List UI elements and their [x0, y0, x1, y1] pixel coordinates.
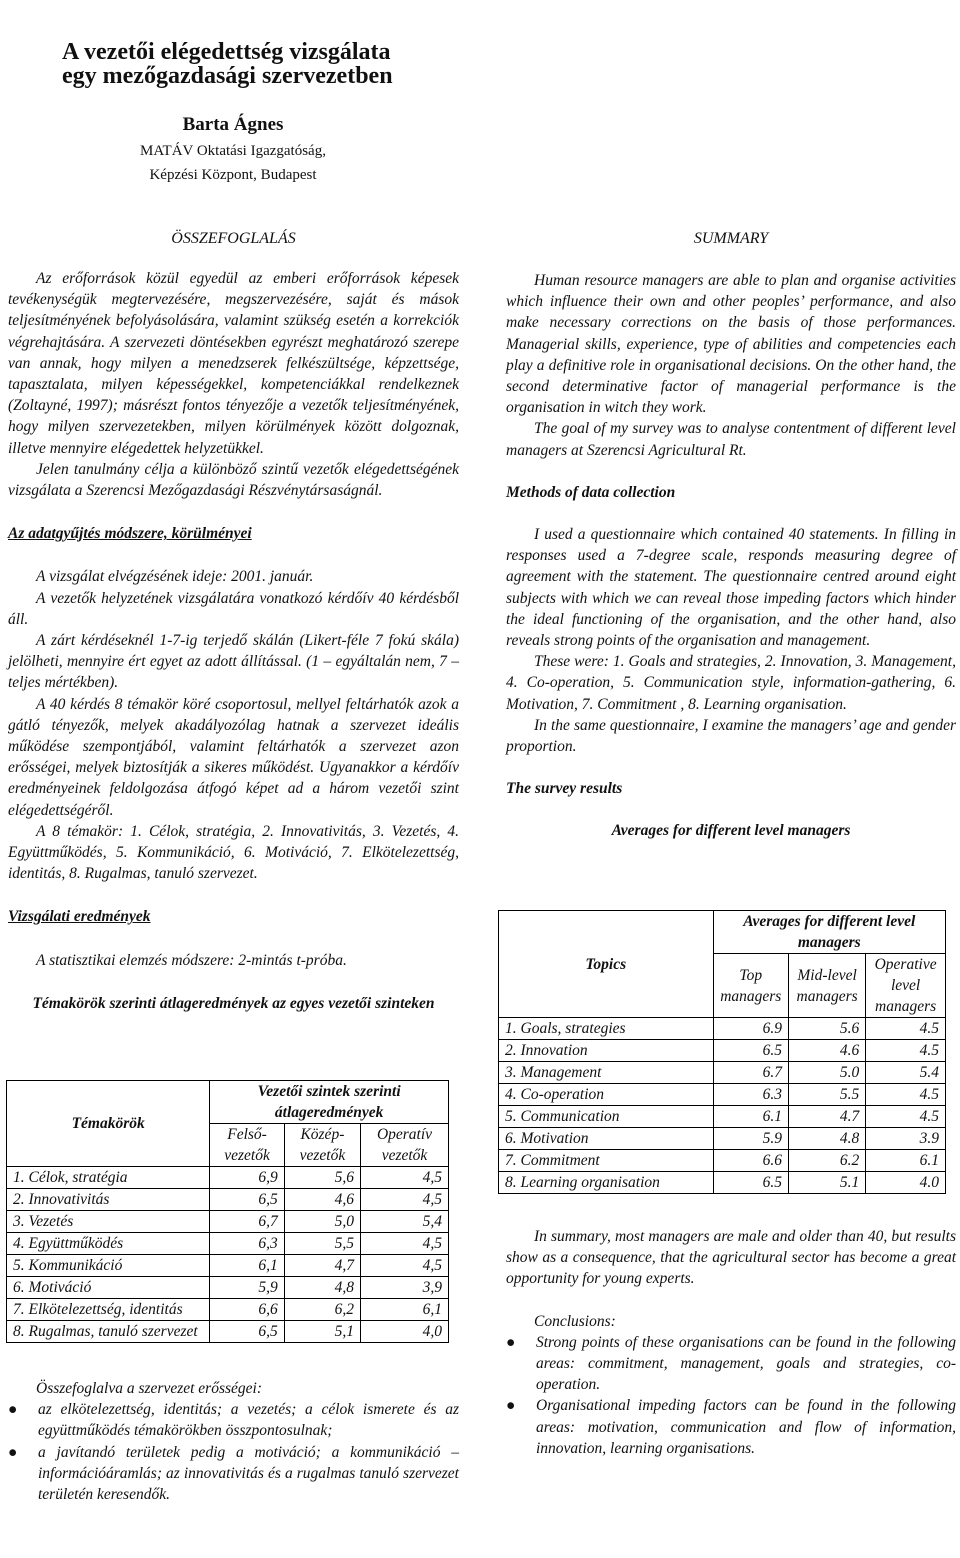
cell-value: 4.7	[788, 1106, 865, 1128]
left-results-heading: Vizsgálati eredmények	[8, 908, 151, 926]
cell-value: 4,7	[284, 1255, 360, 1277]
row-label: 2. Innovation	[499, 1040, 714, 1062]
table-row	[499, 1106, 946, 1128]
cell-value: 5,5	[284, 1233, 360, 1255]
table-row	[499, 1128, 946, 1150]
row-label: 1. Célok, stratégia	[7, 1167, 210, 1189]
left-method-p5: A 8 témakör: 1. Célok, stratégia, 2. Innovativitás, 3. Vezetés, 4. Együttműködés, 5. Kommunikáció, 6. Motiváció, 7. Elkötelezettség, identitás, 8. Rugalmas, tanuló szervezet.	[8, 822, 459, 883]
left-abstract-p2: Jelen tanulmány célja a különböző szintű vezetők elégedettségének vizsgálata a Szerencsi Mezőgazdasági Részvénytársaságnál.	[8, 460, 459, 500]
list-item	[8, 1442, 459, 1506]
right-table-title: Averages for different level managers	[611, 822, 851, 840]
table-row	[7, 1299, 449, 1321]
right-method-p2: These were: 1. Goals and strategies, 2. Innovation, 3. Management, 4. Co-operation, 5. Communication style, information-gathering, 6. Motivation, 7. Commitment , 8. Learning organisation.	[506, 653, 956, 713]
right-summary	[506, 1226, 956, 1459]
table-row	[7, 1211, 449, 1233]
affiliation-line-1: MATÁV Oktatási Igazgatóság,	[140, 143, 326, 159]
right-abstract-p1: Human resource managers are able to plan and organise activities which influence their own and other peoples’ performance, and also make necessary corrections on the basis of those performances. Managerial skills, experience, type of abilities and competencies each play a definitive role in organisational decisions. On the other hand, the second determinative factor of managerial performance is the organisation in witch they work.	[506, 272, 956, 417]
right-conclusions-label: Conclusions:	[534, 1312, 616, 1330]
cell-value: 6,7	[210, 1211, 284, 1233]
cell-value: 6.2	[788, 1150, 865, 1172]
left-method-p4: A 40 kérdés 8 témakör köré csoportosul, mellyel feltárhatók azok a gátló tényezők, melyek akadályozólag hatnak a szervezet ideális működése szempontjából, valamint feltárhatók a szervezet azon erősségei, melyek biztosítják a sikeres működést. Ugyanakkor a kérdőív eredményeinek feldolgozása átfogó képet ad a három vezetői szint elégedettségéről.	[8, 695, 459, 819]
left-table-col-top: Felső-vezetők	[210, 1124, 284, 1167]
right-method-p3: In the same questionnaire, I examine the managers’ age and gender proportion.	[506, 716, 956, 756]
right-table-col-top: Top managers	[713, 954, 788, 1018]
cell-value: 4,0	[361, 1321, 449, 1343]
list-item	[506, 1332, 956, 1396]
table-row	[499, 1018, 946, 1040]
list-item	[8, 1399, 459, 1441]
bullet-text: Strong points of these organisations can be found in the following areas: commitment, management, goals and strategies, co-operation.	[536, 1333, 956, 1394]
cell-value: 4.5	[866, 1040, 946, 1062]
row-label: 1. Goals, strategies	[499, 1018, 714, 1040]
cell-value: 5.5	[788, 1084, 865, 1106]
bullet-text: az elkötelezettség, identitás; a vezetés; a célok ismerete és az együttműködés témakörökben összpontosulnak;	[38, 1401, 459, 1440]
left-summary-intro: Összefoglalva a szervezet erősségei:	[36, 1380, 262, 1397]
cell-value: 4.0	[866, 1172, 946, 1194]
table-row	[7, 1233, 449, 1255]
row-label: 4. Együttműködés	[7, 1233, 210, 1255]
right-column	[506, 228, 956, 842]
right-results-heading: The survey results	[506, 780, 623, 798]
cell-value: 6.1	[866, 1150, 946, 1172]
cell-value: 4,8	[284, 1277, 360, 1299]
table-row	[7, 1167, 449, 1189]
bullet-text: a javítandó területek pedig a motiváció; a kommunikáció – információáramlás; az innovativitás és a rugalmas tanuló szervezet területén keresendők.	[38, 1443, 459, 1504]
cell-value: 6.5	[713, 1172, 788, 1194]
cell-value: 5,0	[284, 1211, 360, 1233]
cell-value: 4.5	[866, 1018, 946, 1040]
right-table-col-mid: Mid-level managers	[788, 954, 865, 1018]
title-line-2: egy mezőgazdasági szervezetben	[62, 63, 393, 89]
cell-value: 4.5	[866, 1106, 946, 1128]
right-method-heading: Methods of data collection	[506, 483, 676, 501]
cell-value: 4,5	[361, 1233, 449, 1255]
affiliation-line-2: Képzési Központ, Budapest	[149, 167, 317, 183]
right-method-p1: I used a questionnaire which contained 40 statements. In filling in responses used a 7-degree scale, responds measuring degree of agreement with the statement. The questionnaire centred around eight subjects with which we can reveal those impeding factors which hinder the ideal functioning of the organisation, and the other hand, also reveals strong points of the organisation and management.	[506, 526, 956, 650]
cell-value: 6.6	[713, 1150, 788, 1172]
row-label: 8. Learning organisation	[499, 1172, 714, 1194]
cell-value: 6.9	[713, 1018, 788, 1040]
bullet-icon: ●	[8, 1401, 18, 1419]
cell-value: 6.1	[713, 1106, 788, 1128]
left-table-topic-header: Témakörök	[7, 1081, 210, 1167]
right-table-topic-header: Topics	[499, 911, 714, 1018]
cell-value: 3,9	[361, 1277, 449, 1299]
row-label: 4. Co-operation	[499, 1084, 714, 1106]
author-name: Barta Ágnes	[182, 114, 284, 135]
cell-value: 3.9	[866, 1128, 946, 1150]
right-summary-text: In summary, most managers are male and older than 40, but results show as a consequence, that the agricultural sector has become a great opportunity for young experts.	[506, 1228, 956, 1288]
cell-value: 4,5	[361, 1189, 449, 1211]
left-table-col-mid: Közép-vezetők	[284, 1124, 360, 1167]
row-label: 6. Motivation	[499, 1128, 714, 1150]
row-label: 5. Communication	[499, 1106, 714, 1128]
cell-value: 5.4	[866, 1062, 946, 1084]
left-method-p2: A vezetők helyzetének vizsgálatára vonatkozó kérdőív 40 kérdésből áll.	[8, 589, 459, 628]
cell-value: 6.7	[713, 1062, 788, 1084]
cell-value: 6.3	[713, 1084, 788, 1106]
cell-value: 6,9	[210, 1167, 284, 1189]
left-results-table	[6, 1080, 449, 1343]
left-bullet-list	[8, 1399, 459, 1505]
left-table-group-header: Vezetői szintek szerinti átlageredmények	[210, 1081, 449, 1124]
cell-value: 4.5	[866, 1084, 946, 1106]
left-abstract-heading: ÖSSZEFOGLALÁS	[171, 230, 296, 247]
cell-value: 5,4	[361, 1211, 449, 1233]
left-method-p1: A vizsgálat elvégzésének ideje: 2001. január.	[36, 568, 314, 586]
bullet-text: Organisational impeding factors can be found in the following areas: motivation, communication and flow of information, innovation, learning organisations.	[536, 1397, 956, 1457]
left-table-title: Témakörök szerinti átlageredmények az egyes vezetői szinteken	[32, 994, 435, 1012]
right-table-group-header: Averages for different level managers	[713, 911, 945, 954]
table-row	[499, 1084, 946, 1106]
table-row	[499, 1150, 946, 1172]
table-row	[499, 1040, 946, 1062]
left-summary	[8, 1378, 459, 1505]
cell-value: 4,5	[361, 1255, 449, 1277]
row-label: 5. Kommunikáció	[7, 1255, 210, 1277]
cell-value: 6.5	[713, 1040, 788, 1062]
row-label: 7. Elkötelezettség, identitás	[7, 1299, 210, 1321]
paper-title	[62, 40, 393, 88]
right-bullet-list	[506, 1332, 956, 1459]
table-row	[499, 1062, 946, 1084]
row-label: 7. Commitment	[499, 1150, 714, 1172]
table-row	[7, 1255, 449, 1277]
right-table-col-op: Operative level managers	[866, 954, 946, 1018]
cell-value: 5.1	[788, 1172, 865, 1194]
right-abstract-p2: The goal of my survey was to analyse contentment of different level managers at Szerencsi Agricultural Rt.	[506, 420, 956, 459]
cell-value: 5.0	[788, 1062, 865, 1084]
table-row	[7, 1321, 449, 1343]
cell-value: 6,6	[210, 1299, 284, 1321]
bullet-icon: ●	[506, 1397, 516, 1415]
row-label: 6. Motiváció	[7, 1277, 210, 1299]
cell-value: 6,2	[284, 1299, 360, 1321]
right-results-table	[498, 910, 946, 1194]
left-method-heading: Az adatgyűjtés módszere, körülményei	[8, 525, 252, 543]
cell-value: 5,6	[284, 1167, 360, 1189]
cell-value: 5.9	[713, 1128, 788, 1150]
left-column	[8, 228, 459, 1014]
cell-value: 6,5	[210, 1189, 284, 1211]
left-method-p3: A zárt kérdéseknél 1-7-ig terjedő skálán (Likert-féle 7 fokú skála) jelölheti, mennyire ért egyet az adott állítással. (1 – egyáltalán nem, 7 – teljes mértékben).	[8, 632, 459, 692]
cell-value: 5,1	[284, 1321, 360, 1343]
left-table-col-op: Operatív vezetők	[361, 1124, 449, 1167]
row-label: 8. Rugalmas, tanuló szervezet	[7, 1321, 210, 1343]
cell-value: 5,9	[210, 1277, 284, 1299]
title-line-1: A vezetői elégedettség vizsgálata	[62, 39, 391, 65]
bullet-icon: ●	[8, 1443, 18, 1461]
bullet-icon: ●	[506, 1333, 516, 1351]
left-results-p1: A statisztikai elemzés módszere: 2-mintás t-próba.	[36, 951, 347, 969]
cell-value: 4,6	[284, 1189, 360, 1211]
cell-value: 6,5	[210, 1321, 284, 1343]
table-row	[499, 1172, 946, 1194]
cell-value: 6,1	[361, 1299, 449, 1321]
row-label: 2. Innovativitás	[7, 1189, 210, 1211]
cell-value: 5.6	[788, 1018, 865, 1040]
left-abstract-p1: Az erőforrások közül egyedül az emberi erőforrások képesek tevékenységük megtervezésére, megszervezésére, saját és mások teljesítményének befolyásolására, valamint szükség esetén a korrekciók végrehajtására. A szervezeti döntésekben egyrészt meghatározó szerepe van annak, hogy milyen a menedzserek felkészültsége, képzettsége, tapasztalata, milyen képességekkel, kompetenciákkal rendelkeznek (Zoltayné, 1997); másrészt fontos tényezője a vezetők teljesítményének, hogy milyen szervezetekben, milyen körülmények között dolgoznak, illetve mennyire elégedettek helyzetükkel.	[8, 270, 459, 457]
right-abstract-heading: SUMMARY	[693, 230, 769, 247]
table-row	[7, 1189, 449, 1211]
cell-value: 6,1	[210, 1255, 284, 1277]
affiliation	[0, 139, 466, 187]
cell-value: 4.8	[788, 1128, 865, 1150]
row-label: 3. Management	[499, 1062, 714, 1084]
cell-value: 4,5	[361, 1167, 449, 1189]
table-row	[7, 1277, 449, 1299]
cell-value: 6,3	[210, 1233, 284, 1255]
list-item	[506, 1395, 956, 1459]
cell-value: 4.6	[788, 1040, 865, 1062]
row-label: 3. Vezetés	[7, 1211, 210, 1233]
